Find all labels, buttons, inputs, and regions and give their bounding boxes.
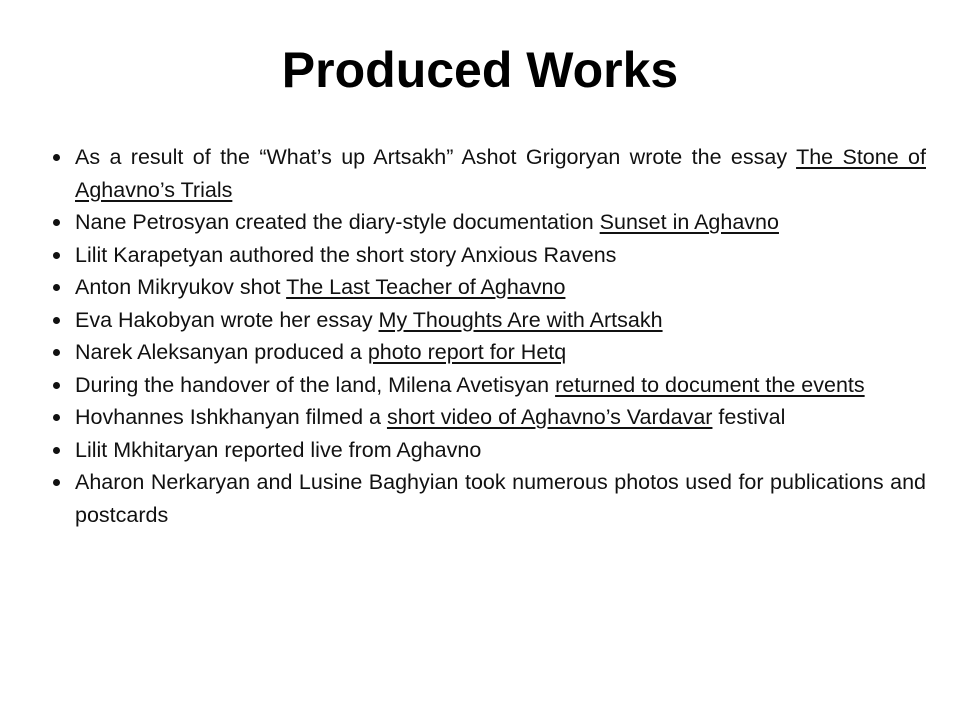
item-text: During the handover of the land, Milena Avetisyan [75, 372, 556, 397]
bullet-icon [53, 414, 60, 421]
item-text: Lilit Karapetyan authored the short story Anxious Ravens [75, 242, 617, 267]
bullet-icon [53, 382, 60, 389]
item-text: Aharon Nerkaryan and Lusine Baghyian took numerous photos used for publications and postcards [75, 470, 926, 527]
bullet-icon [53, 154, 60, 161]
item-link[interactable]: Sunset in Aghavno [599, 210, 779, 234]
item-text: Anton Mikryukov shot [75, 275, 287, 299]
bullet-icon [53, 317, 60, 324]
list-item [75, 141, 926, 206]
bullet-icon [53, 252, 60, 259]
item-text: As a result of the “What’s up Artsakh” Ashot Grigoryan wrote the essay [75, 145, 797, 169]
bullet-icon [53, 447, 60, 454]
list-item [75, 369, 926, 402]
item-text: Nane Petrosyan created the diary-style documentation [75, 210, 600, 234]
item-text: Narek Aleksanyan produced a [75, 340, 368, 364]
item-text: Eva Hakobyan wrote her essay [75, 307, 379, 332]
bullet-icon [53, 479, 60, 486]
item-link[interactable]: My Thoughts Are with Artsakh [378, 307, 663, 332]
list-item [75, 466, 926, 531]
produced-works-list [75, 141, 926, 531]
list-item [75, 434, 926, 467]
list-item [75, 401, 926, 434]
item-link[interactable]: short video of Aghavno’s Vardavar [386, 405, 713, 429]
list-item [75, 336, 926, 369]
page-title: Produced Works [281, 42, 679, 98]
item-text-after: festival [712, 405, 786, 429]
item-text: Lilit Mkhitaryan reported live from Aghavno [75, 437, 482, 462]
item-link[interactable]: photo report for Hetq [367, 340, 567, 364]
list-item [75, 271, 926, 304]
bullet-icon [53, 349, 60, 356]
list-item [75, 304, 926, 337]
item-link[interactable]: The Last Teacher of Aghavno [286, 275, 566, 299]
item-link[interactable]: The Stone of Aghavno’s Trials [75, 145, 926, 202]
item-text: Hovhannes Ishkhanyan filmed a [75, 405, 387, 429]
bullet-icon [53, 219, 60, 226]
item-link[interactable]: returned to document the events [555, 372, 865, 397]
list-item [75, 239, 926, 272]
bullet-icon [53, 284, 60, 291]
list-item [75, 206, 926, 239]
